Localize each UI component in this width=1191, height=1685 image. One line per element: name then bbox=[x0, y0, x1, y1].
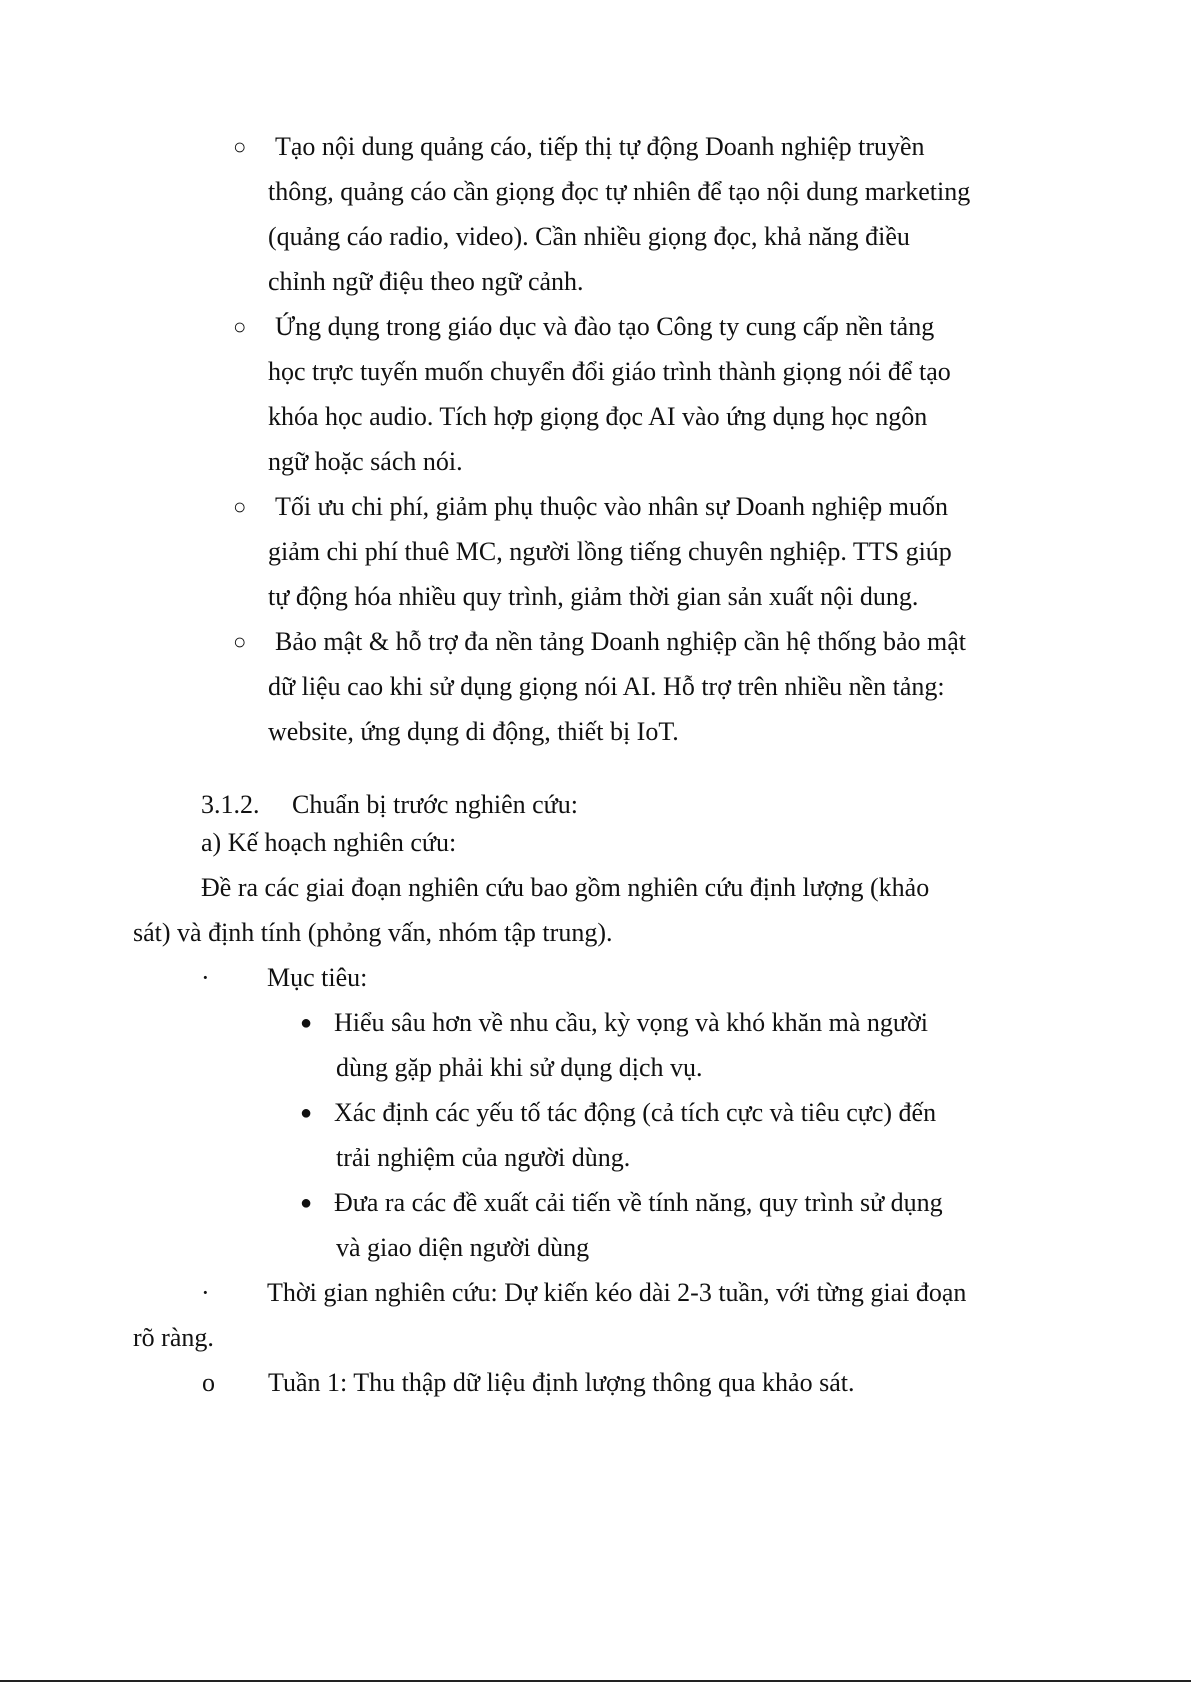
objective-text-line: trải nghiệm của người dùng. bbox=[336, 1143, 631, 1172]
bullet-text-line: giảm chi phí thuê MC, người lồng tiếng chuyên nghiệp. TTS giúp bbox=[268, 537, 952, 566]
filled-circle-bullet-icon: ● bbox=[300, 1012, 313, 1034]
filled-circle-bullet-icon: ● bbox=[300, 1102, 313, 1124]
paragraph-line: Đề ra các giai đoạn nghiên cứu bao gồm nghiên cứu định lượng (khảo bbox=[201, 873, 930, 902]
bullet-text-line: khóa học audio. Tích hợp giọng đọc AI vào ứng dụng học ngôn bbox=[268, 402, 928, 431]
bullet-text-line: website, ứng dụng di động, thiết bị IoT. bbox=[268, 717, 679, 746]
hollow-circle-bullet-icon: ○ bbox=[233, 494, 247, 519]
objectives-label: Mục tiêu: bbox=[267, 963, 368, 992]
objective-text-line: và giao diện người dùng bbox=[336, 1233, 590, 1262]
section-number: 3.1.2. bbox=[201, 790, 260, 819]
hollow-circle-bullet-icon: ○ bbox=[233, 134, 247, 159]
letter-o-bullet-icon: o bbox=[202, 1368, 215, 1397]
page-bottom-divider bbox=[0, 1680, 1191, 1682]
middle-dot-bullet-icon: · bbox=[201, 1278, 210, 1307]
bullet-text-line: thông, quảng cáo cần giọng đọc tự nhiên để tạo nội dung marketing bbox=[268, 177, 971, 206]
objective-text-line: dùng gặp phải khi sử dụng dịch vụ. bbox=[336, 1053, 703, 1082]
hollow-circle-bullet-icon: ○ bbox=[233, 314, 247, 339]
bullet-text-line: tự động hóa nhiều quy trình, giảm thời gian sản xuất nội dung. bbox=[268, 582, 919, 611]
week1-text: Tuần 1: Thu thập dữ liệu định lượng thông qua khảo sát. bbox=[268, 1368, 855, 1397]
bullet-text-line: ngữ hoặc sách nói. bbox=[268, 447, 463, 476]
objective-text-line: Đưa ra các đề xuất cải tiến về tính năng, quy trình sử dụng bbox=[334, 1188, 943, 1217]
hollow-circle-bullet-icon: ○ bbox=[233, 629, 247, 654]
bullet-text-line: Bảo mật & hỗ trợ đa nền tảng Doanh nghiệp cần hệ thống bảo mật bbox=[275, 627, 967, 656]
bullet-text-line: Tối ưu chi phí, giảm phụ thuộc vào nhân sự Doanh nghiệp muốn bbox=[275, 492, 949, 521]
timeline-text-line: rõ ràng. bbox=[133, 1323, 214, 1352]
subsection-title: a) Kế hoạch nghiên cứu: bbox=[201, 828, 457, 857]
bullet-text-line: (quảng cáo radio, video). Cần nhiều giọng đọc, khả năng điều bbox=[268, 222, 910, 251]
bullet-text-line: dữ liệu cao khi sử dụng giọng nói AI. Hỗ trợ trên nhiều nền tảng: bbox=[268, 672, 945, 701]
section-title: Chuẩn bị trước nghiên cứu: bbox=[292, 790, 578, 819]
objective-text-line: Hiểu sâu hơn về nhu cầu, kỳ vọng và khó khăn mà người bbox=[334, 1008, 928, 1037]
filled-circle-bullet-icon: ● bbox=[300, 1192, 313, 1214]
bullet-text-line: Ứng dụng trong giáo dục và đào tạo Công ty cung cấp nền tảng bbox=[275, 312, 935, 341]
objective-text-line: Xác định các yếu tố tác động (cả tích cực và tiêu cực) đến bbox=[334, 1098, 937, 1127]
bullet-text-line: chỉnh ngữ điệu theo ngữ cảnh. bbox=[268, 267, 584, 296]
paragraph-line: sát) và định tính (phỏng vấn, nhóm tập trung). bbox=[133, 918, 613, 947]
bullet-text-line: học trực tuyến muốn chuyển đổi giáo trình thành giọng nói để tạo bbox=[268, 357, 951, 386]
middle-dot-bullet-icon: · bbox=[201, 963, 210, 992]
bullet-text-line: Tạo nội dung quảng cáo, tiếp thị tự động Doanh nghiệp truyền bbox=[275, 132, 925, 161]
timeline-text-line: Thời gian nghiên cứu: Dự kiến kéo dài 2-3 tuần, với từng giai đoạn bbox=[267, 1278, 967, 1307]
